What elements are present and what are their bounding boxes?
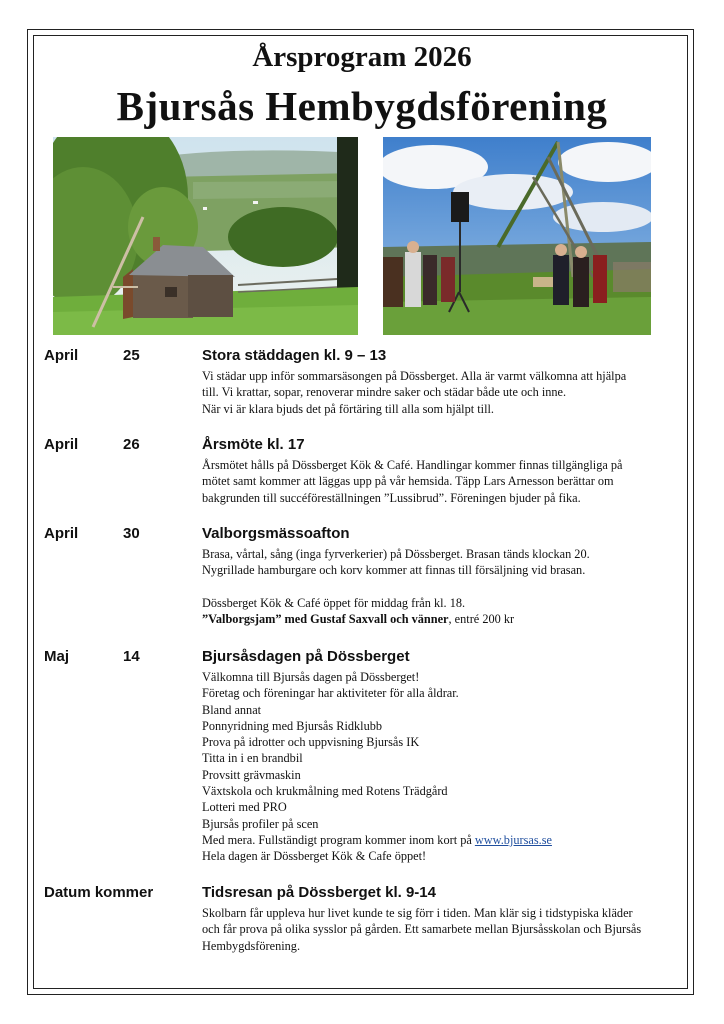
event-line: Vi städar upp inför sommarsäsongen på Dössberget. Alla är varmt välkomna att hjälpa (202, 369, 627, 383)
event-highlight-rest: , entré 200 kr (448, 612, 515, 627)
event-line (202, 611, 692, 627)
event-title: Stora städdagen kl. 9 – 13 (202, 347, 387, 364)
event-line: bakgrunden till succéföreställningen ”Lussibrud”. Föreningen bjuder på fika. (202, 490, 581, 505)
event-month: Maj (44, 648, 70, 665)
event-line: Titta in i en brandbil (202, 751, 303, 766)
event-line: Ponnyridning med Bjursås Ridklubb (202, 718, 383, 733)
event-line (202, 832, 692, 848)
event-title: Tidsresan på Dössberget kl. 9-14 (202, 884, 436, 901)
event-spacer (202, 579, 692, 595)
event-line: Provsitt grävmaskin (202, 767, 301, 782)
event-line: Prova på idrotter och uppvisning Bjursås IK (202, 735, 420, 750)
landscape-cabin-photo (53, 137, 358, 335)
program-subtitle: Årsprogram 2026 (252, 41, 472, 73)
event-line: Växtskola och krukmålning med Rotens Trädgård (202, 784, 448, 799)
event-day: 14 (123, 648, 140, 665)
event-day: 30 (123, 525, 140, 542)
event-month: Datum kommer (44, 884, 154, 901)
maypole-celebration-photo (383, 137, 651, 335)
event-line: till. Vi krattar, sopar, renoverar mindre saker och städar både ute och inne. (202, 385, 567, 400)
event-title: Årsmöte kl. 17 (202, 436, 305, 453)
event-title: Valborgsmässoafton (202, 525, 350, 542)
event-line: Lotteri med PRO (202, 800, 287, 815)
event-line: Bland annat (202, 702, 262, 717)
event-day: 26 (123, 436, 140, 453)
event-line: Dössberget Kök & Café öppet för middag från kl. 18. (202, 595, 466, 610)
event-description (202, 457, 692, 506)
event-line: Företag och föreningar har aktiviteter för alla åldrar. (202, 686, 459, 701)
event-line: Bjursås profiler på scen (202, 816, 319, 831)
event-line: Skolbarn får uppleva hur livet kunde te sig förr i tiden. Man klär sig i tidstypiska kläder (202, 906, 633, 920)
event-link-prefix: Med mera. Fullständigt program kommer inom kort på (202, 832, 475, 847)
association-title: Bjursås Hembygdsförening (116, 83, 608, 129)
event-description (202, 669, 692, 865)
website-link[interactable]: www.bjursas.se (474, 832, 552, 847)
event-line: och får prova på olika sysslor på gården. Ett samarbete mellan Bjursåsskolan och Bjursås (202, 922, 642, 937)
event-line: Årsmötet hålls på Dössberget Kök & Café. Handlingar kommer finnas tillgängliga på (202, 458, 623, 472)
event-line: Brasa, vårtal, sång (inga fyrverkerier) på Dössberget. Brasan tänds klockan 20. (202, 547, 590, 561)
event-month: April (44, 347, 79, 364)
event-title: Bjursåsdagen på Dössberget (202, 648, 410, 665)
event-line: Hela dagen är Dössberget Kök & Cafe öppet! (202, 849, 427, 864)
event-month: April (44, 436, 79, 453)
event-line: När vi är klara bjuds det på förtäring till alla som hjälpt till. (202, 401, 494, 416)
event-line: Hembygdsförening. (202, 938, 301, 953)
event-description (202, 546, 692, 627)
event-line: Välkomna till Bjursås dagen på Dössberget! (202, 670, 420, 684)
event-description (202, 368, 692, 417)
event-month: April (44, 525, 79, 542)
event-day: 25 (123, 347, 140, 364)
event-line: Nygrillade hamburgare och korv kommer att finnas till försäljning vid brasan. (202, 563, 586, 578)
event-description (202, 905, 692, 954)
event-line: mötet samt kommer att läggas upp på vår hemsida. Täpp Lars Arnesson berättar om (202, 474, 614, 489)
event-highlight: ”Valborgsjam” med Gustaf Saxvall och vänner (202, 612, 449, 627)
